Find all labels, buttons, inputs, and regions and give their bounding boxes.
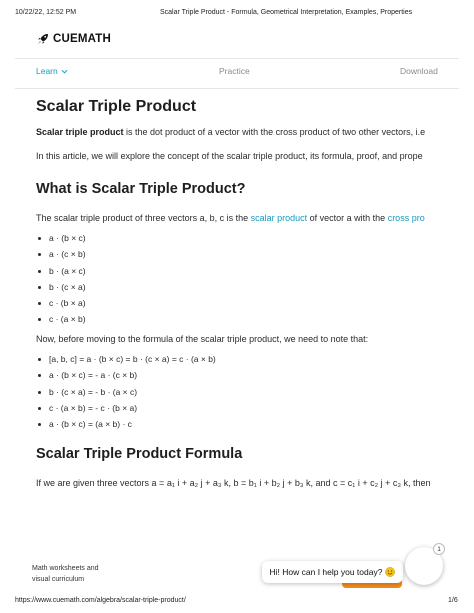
smiley-icon [385,567,395,577]
print-footer [0,597,474,607]
print-url: https://www.cuemath.com/algebra/scalar-triple-product/ [15,597,186,604]
section-heading-definition: What is Scalar Triple Product? [36,181,246,197]
definition-text-middle: of vector a with the [307,213,388,223]
top-nav [0,66,474,80]
list-item: c · (b × a) [36,298,86,314]
footer-promo [32,563,99,585]
list-item: a · (b × c) = - a · (c × b) [36,370,216,386]
list-item: b · (c × a) = - b · (a × c) [36,387,216,403]
logo-text: CUEMATH [53,33,112,45]
list-item: a · (c × b) [36,249,86,265]
list-item: [a, b, c] = a · (b × c) = b · (c × a) = c · (a × b) [36,354,216,370]
list-item: a · (b × c) [36,233,86,249]
identities-list [36,354,216,435]
print-header [0,9,474,21]
chat-unread-badge: 1 [433,543,445,555]
rocket-icon [37,33,49,45]
triple-product-forms-list [36,233,86,331]
nav-download[interactable]: Download [400,66,438,76]
definition-text-start: The scalar triple product of three vectors a, b, c is the [36,213,251,223]
formula-paragraph: If we are given three vectors a = a₁ i + a₂ j + a₃ k, b = b₁ i + b₂ j + b₃ k, and c = c₁ i + c₂ j + c₃ k, then [36,478,431,488]
intro-paragraph [36,127,425,137]
cuemath-logo[interactable] [37,33,111,45]
article-content [36,96,474,516]
page-title: Scalar Triple Product [36,98,197,115]
chat-greeting-text: Hi! How can I help you today? [269,567,383,577]
list-item: a · (b × c) = (a × b) · c [36,419,216,435]
footer-promo-line-1: Math worksheets and [32,565,99,572]
section-heading-formula: Scalar Triple Product Formula [36,446,243,462]
nav-learn-label: Learn [36,66,58,76]
note-paragraph: Now, before moving to the formula of the scalar triple product, we need to note that: [36,334,369,344]
nav-learn[interactable] [36,66,68,76]
list-item: b · (c × a) [36,282,86,298]
print-page-number: 1/6 [448,597,458,604]
print-datetime: 10/22/22, 12:52 PM [15,9,77,16]
intro-paragraph-2: In this article, we will explore the concept of the scalar triple product, its formula, proof, and prope [36,151,423,161]
nav-divider-top [15,58,459,59]
chat-greeting-bubble[interactable] [262,561,403,583]
list-item: b · (a × c) [36,266,86,282]
footer-promo-line-2: visual curriculum [32,576,85,583]
intro-bold-term: Scalar triple product [36,127,124,137]
nav-divider-bottom [15,88,459,89]
link-scalar-product[interactable]: scalar product [250,213,308,223]
definition-paragraph [36,213,425,223]
chevron-down-icon [61,68,68,75]
link-cross-product[interactable]: cross pro [387,213,425,223]
list-item: c · (a × b) [36,314,86,330]
print-page-title: Scalar Triple Product - Formula, Geometrical Interpretation, Examples, Properties [160,9,413,16]
intro-text: is the dot product of a vector with the cross product of two other vectors, i.e [123,127,426,137]
nav-practice[interactable]: Practice [219,66,250,76]
list-item: c · (a × b) = - c · (b × a) [36,403,216,419]
